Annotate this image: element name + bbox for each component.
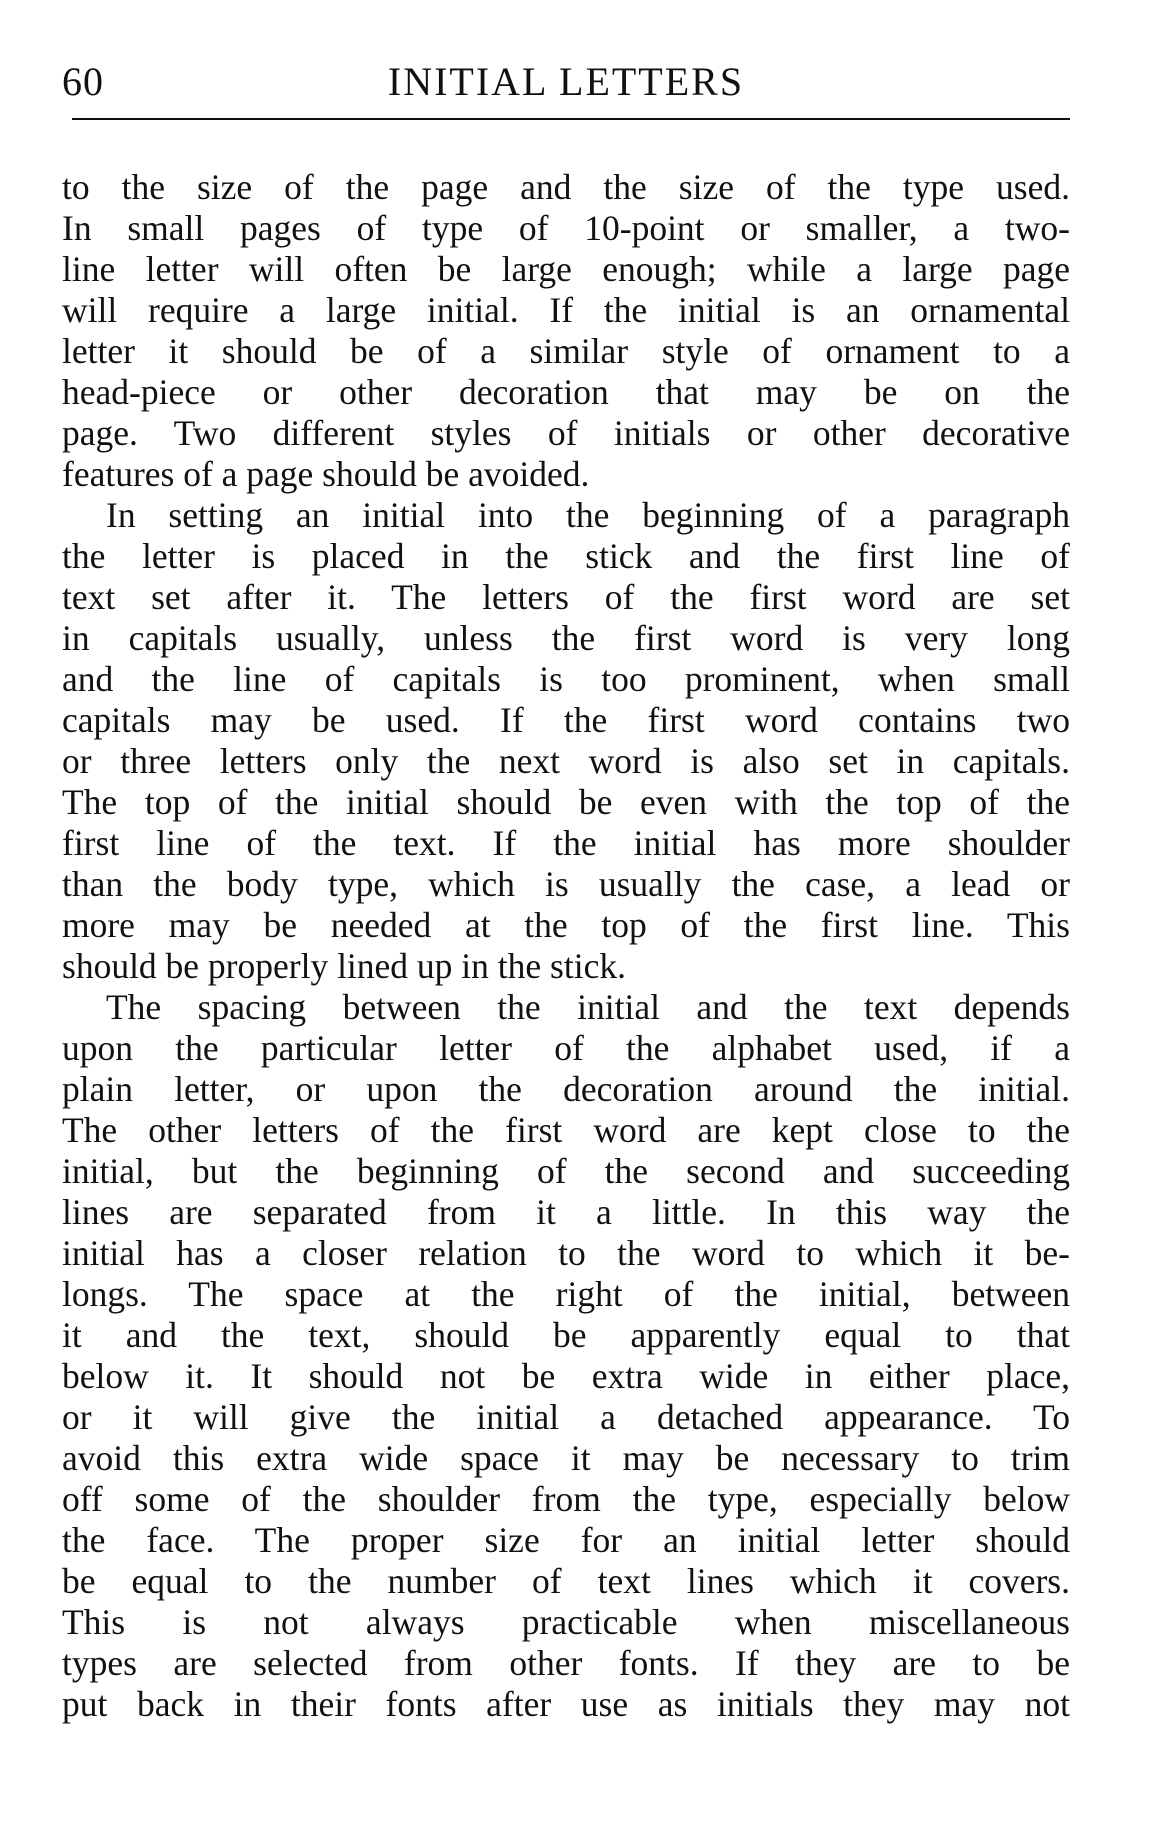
text-line: The top of the initial should be even with the top of the	[62, 782, 1070, 822]
text-line: head-piece or other decoration that may be on the	[62, 372, 1070, 412]
text-line: will require a large initial. If the initial is an ornamental	[62, 290, 1070, 330]
text-line: below it. It should not be extra wide in either place,	[62, 1356, 1070, 1396]
running-title: INITIAL LETTERS	[387, 59, 745, 104]
text-line: it and the text, should be apparently equal to that	[62, 1315, 1070, 1355]
text-line: features of a page should be avoided.	[62, 454, 590, 494]
text-line: longs. The space at the right of the initial, between	[62, 1274, 1070, 1314]
text-line: lines are separated from it a little. In this way the	[62, 1192, 1070, 1232]
text-line: capitals may be used. If the first word contains two	[62, 700, 1070, 740]
header-rule	[72, 118, 1070, 120]
text-line: initial has a closer relation to the word to which it be-	[62, 1233, 1070, 1273]
text-line: In setting an initial into the beginning of a paragraph	[106, 495, 1070, 535]
text-line: text set after it. The letters of the first word are set	[62, 577, 1070, 617]
body-text	[62, 167, 1070, 1725]
text-line: types are selected from other fonts. If they are to be	[62, 1643, 1070, 1683]
text-line: upon the particular letter of the alphabet used, if a	[62, 1028, 1070, 1068]
text-line: plain letter, or upon the decoration around the initial.	[62, 1069, 1070, 1109]
text-line: first line of the text. If the initial has more shoulder	[62, 823, 1070, 863]
text-line: or it will give the initial a detached appearance. To	[62, 1397, 1070, 1437]
text-line: in capitals usually, unless the first word is very long	[62, 618, 1070, 658]
text-line: should be properly lined up in the stick.	[62, 946, 626, 986]
text-line: letter it should be of a similar style of ornament to a	[62, 331, 1070, 371]
text-line: than the body type, which is usually the case, a lead or	[62, 864, 1070, 904]
text-line: line letter will often be large enough; while a large page	[62, 249, 1070, 289]
text-line: off some of the shoulder from the type, especially below	[62, 1479, 1070, 1519]
running-head	[62, 52, 1070, 112]
text-line: to the size of the page and the size of the type used.	[62, 167, 1070, 207]
text-line: initial, but the beginning of the second and succeeding	[62, 1151, 1070, 1191]
text-line: the letter is placed in the stick and the first line of	[62, 536, 1070, 576]
text-line: be equal to the number of text lines which it covers.	[62, 1561, 1070, 1601]
text-line: put back in their fonts after use as initials they may not	[62, 1684, 1070, 1724]
text-line: page. Two different styles of initials or other decorative	[62, 413, 1070, 453]
text-line: the face. The proper size for an initial letter should	[62, 1520, 1070, 1560]
text-line: The other letters of the first word are kept close to the	[62, 1110, 1070, 1150]
text-line: more may be needed at the top of the first line. This	[62, 905, 1070, 945]
page-number: 60	[62, 59, 104, 104]
text-line: avoid this extra wide space it may be necessary to trim	[62, 1438, 1070, 1478]
text-line: or three letters only the next word is also set in capitals.	[62, 741, 1070, 781]
text-line: and the line of capitals is too prominent, when small	[62, 659, 1070, 699]
text-line: The spacing between the initial and the text depends	[106, 987, 1070, 1027]
text-line: In small pages of type of 10-point or smaller, a two-	[62, 208, 1070, 248]
text-line: This is not always practicable when miscellaneous	[62, 1602, 1070, 1642]
